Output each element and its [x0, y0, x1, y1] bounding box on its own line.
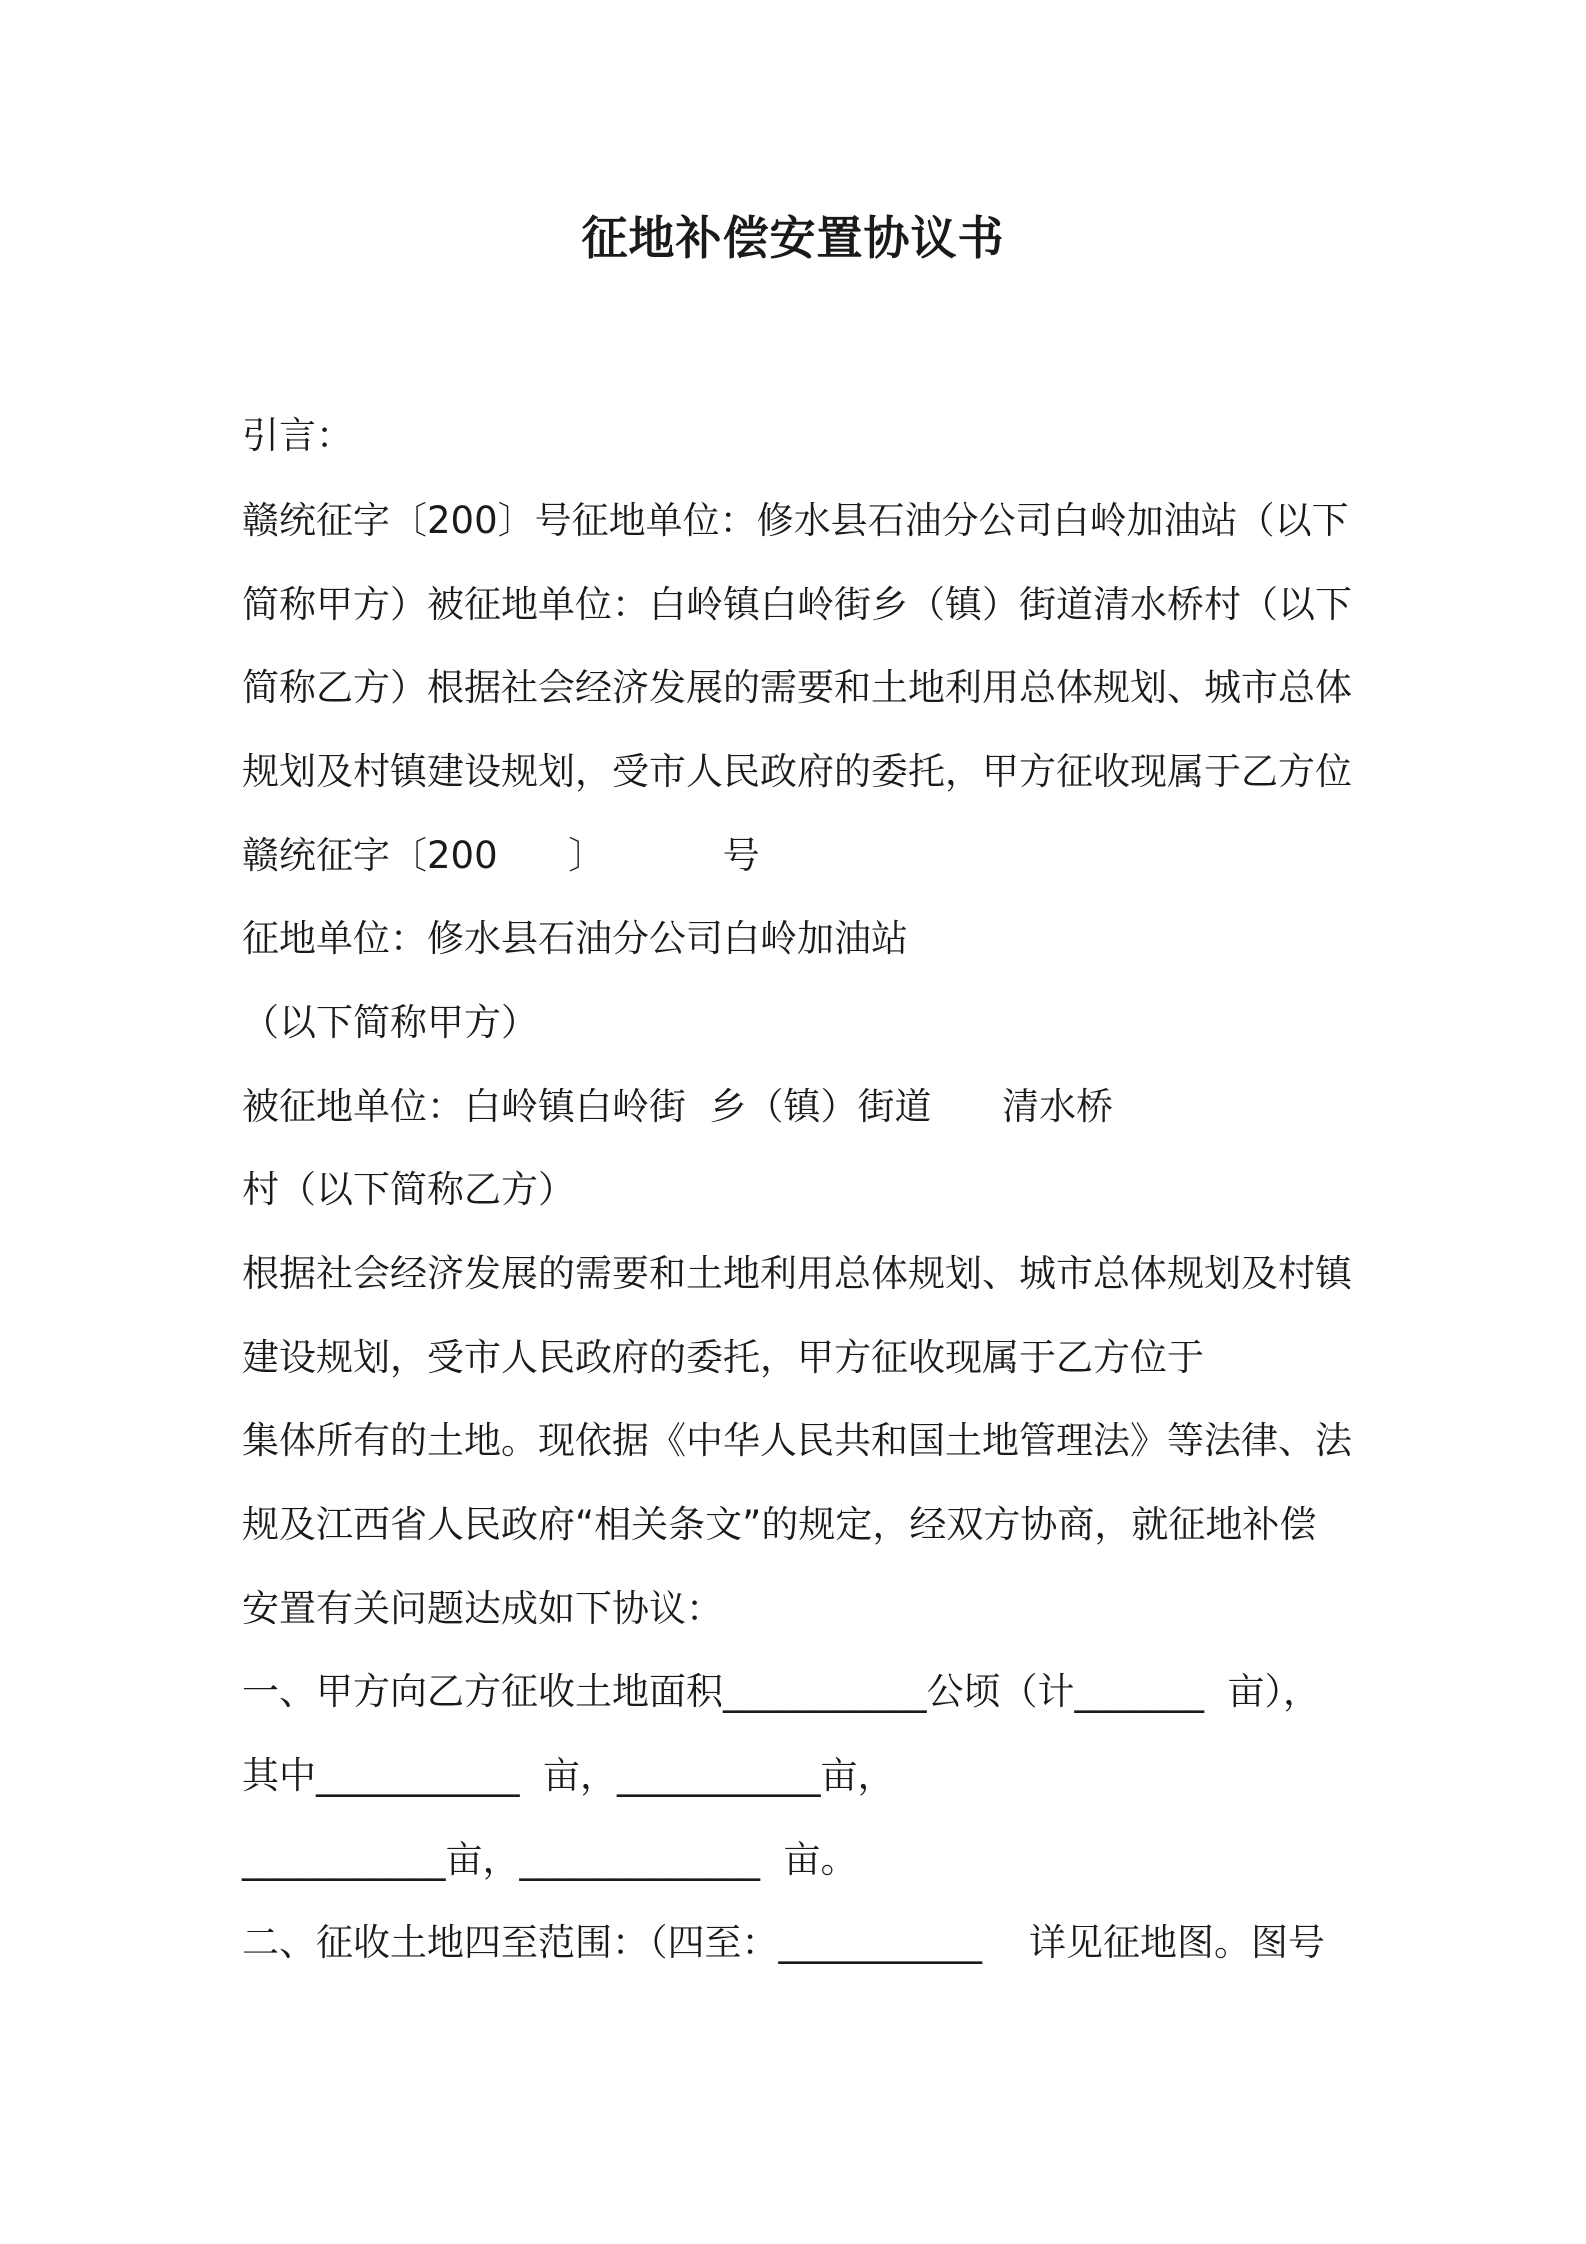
- document-title: 征地补偿安置协议书: [581, 211, 1005, 265]
- clause-one-line: 一、甲方向乙方征收土地面积___________公顷（计_______ 亩），: [242, 1670, 1321, 1713]
- paragraph-line: 安置有关问题达成如下协议：: [242, 1587, 723, 1630]
- paragraph-line: 根据社会经济发展的需要和土地利用总体规划、城市总体规划及村镇: [242, 1252, 1352, 1295]
- paragraph-line: 村（以下简称乙方）: [242, 1168, 575, 1211]
- clause-two-line: 二、征收土地四至范围：（四至：___________ 详见征地图。图号: [242, 1921, 1326, 1964]
- paragraph-line: 规及江西省人民政府“相关条文”的规定，经双方协商，就征地补偿: [242, 1503, 1317, 1546]
- paragraph-line: 征地单位：修水县石油分公司白岭加油站: [242, 917, 908, 960]
- paragraph-line: 简称甲方）被征地单位：白岭镇白岭街乡（镇）街道清水桥村（以下: [242, 583, 1352, 626]
- clause-one-line: ___________亩，_____________ 亩。: [242, 1838, 858, 1881]
- paragraph-line: 建设规划，受市人民政府的委托，甲方征收现属于乙方位于: [242, 1336, 1204, 1379]
- paragraph-line: （以下简称甲方）: [242, 1001, 538, 1044]
- paragraph-line: 集体所有的土地。现依据《中华人民共和国土地管理法》等法律、法: [242, 1419, 1352, 1462]
- clause-one-line: 其中___________ 亩，___________亩，: [242, 1754, 895, 1797]
- paragraph-line: 规划及村镇建设规划，受市人民政府的委托，甲方征收现属于乙方位: [242, 750, 1352, 793]
- paragraph-line: 赣统征字〔200 〕 号: [242, 834, 760, 877]
- paragraph-line: 被征地单位：白岭镇白岭街 乡（镇）街道 清水桥: [242, 1085, 1114, 1128]
- intro-heading: 引言：: [242, 414, 353, 457]
- paragraph-line: 简称乙方）根据社会经济发展的需要和土地利用总体规划、城市总体: [242, 666, 1352, 709]
- paragraph-line: 赣统征字〔200〕号征地单位：修水县石油分公司白岭加油站（以下: [242, 499, 1349, 542]
